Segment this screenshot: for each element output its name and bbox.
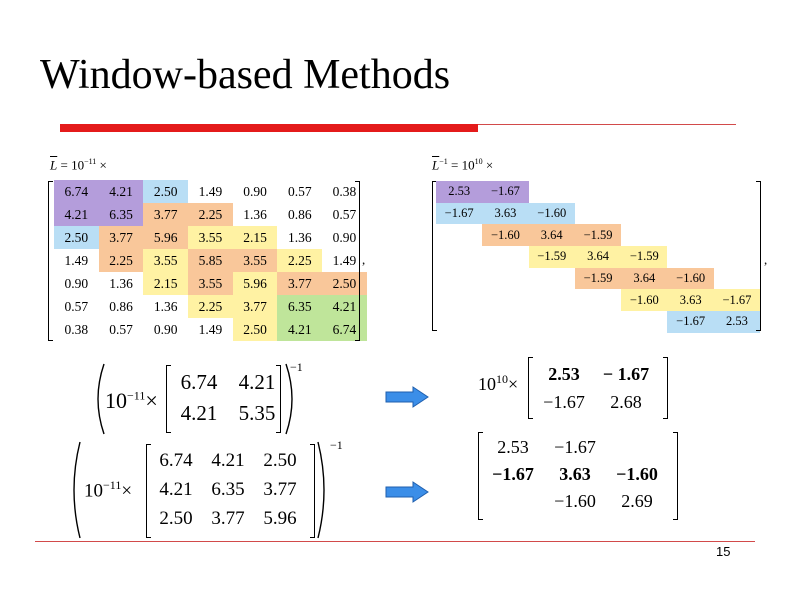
matrix-l-row: [54, 203, 367, 226]
matrix-l-cell: 2.50: [322, 272, 367, 295]
matrix-linv-cell: −1.60: [667, 268, 713, 290]
matrix-linv-cell: [621, 181, 667, 203]
matrix-l-comma: ,: [362, 252, 366, 267]
matrix-linv-cell: [436, 268, 482, 290]
matrix-l-cell: 1.36: [109, 275, 133, 291]
matrix-linv-cell: −1.59: [575, 224, 621, 246]
example-2x2-row: [170, 398, 286, 429]
example-2x2-right-bracket: [276, 365, 281, 433]
matrix-l-cell: 1.49: [198, 321, 223, 337]
matrix-l-cell: 4.21: [277, 318, 322, 341]
matrix-l-caption: $\overline{L} = 10^{-11}$ ×: [50, 157, 107, 173]
result-3x3-row: [482, 434, 668, 461]
matrix-l-row: [54, 318, 367, 341]
matrix-linv-row: [436, 224, 760, 246]
matrix-linv-cell: [621, 311, 667, 333]
matrix-l-cell: 3.77: [233, 295, 278, 318]
example-3x3-right-paren: [316, 440, 330, 540]
matrix-l-cell: 3.55: [233, 249, 278, 272]
footer-rule: [35, 541, 755, 542]
matrix-linv-right-bracket: [756, 181, 761, 331]
matrix-linv-cell: 3.63: [667, 289, 713, 311]
example-3x3-right-bracket: [310, 444, 315, 538]
matrix-l-cell: 4.21: [322, 295, 367, 318]
matrix-linv-cell: [667, 246, 713, 268]
example-2x2-cell: 6.74: [180, 370, 218, 394]
matrix-linv-cell: [482, 311, 528, 333]
example-3x3-cell: 4.21: [211, 449, 245, 471]
example-3x3-left-paren: [68, 440, 82, 540]
example-3x3-matrix: [150, 446, 306, 533]
matrix-l-cell: 1.36: [153, 298, 178, 314]
matrix-linv-cell: 2.53: [436, 181, 482, 203]
matrix-linv-cell: [436, 224, 482, 246]
example-3x3-cell: 5.96: [263, 507, 297, 529]
matrix-linv-row: [436, 203, 760, 225]
matrix-l-cell: 0.57: [332, 206, 357, 222]
matrix-l-cell: 2.50: [54, 226, 99, 249]
page-number: 15: [716, 544, 731, 559]
matrix-linv-cell: −1.67: [714, 289, 760, 311]
matrix-linv-cell: [575, 203, 621, 225]
matrix-l-row: [54, 180, 367, 203]
result-3x3-row: [482, 461, 668, 488]
example-3x3-cell: 6.35: [211, 478, 245, 500]
matrix-l-cell: 4.21: [54, 203, 99, 226]
matrix-l-cell: 3.55: [143, 249, 188, 272]
matrix-linv-cell: 3.63: [482, 203, 528, 225]
matrix-linv-cell: [667, 181, 713, 203]
matrix-l-cell: 0.86: [287, 206, 312, 222]
matrix-l-cell: 3.55: [188, 272, 233, 295]
title-rule: [478, 124, 736, 125]
matrix-linv-cell: [667, 203, 713, 225]
matrix-l-cell: 1.36: [243, 206, 267, 222]
arrow-right-icon: [385, 386, 429, 408]
matrix-linv-row: [436, 289, 760, 311]
matrix-l-cell: 2.15: [233, 226, 278, 249]
example-3x3-cell: 3.77: [263, 478, 297, 500]
example-2x2-matrix: [170, 367, 286, 429]
result-3x3-cell: −1.67: [492, 464, 534, 484]
matrix-linv-cell: [714, 224, 760, 246]
result-2x2-row: [533, 388, 657, 416]
matrix-linv-cell: 3.64: [529, 224, 575, 246]
example-3x3-row: [150, 446, 306, 475]
result-3x3-cell: 3.63: [559, 464, 591, 484]
result-3x3-right-bracket: [673, 432, 678, 520]
matrix-linv-cell: [482, 289, 528, 311]
matrix-linv-cell: [482, 268, 528, 290]
matrix-l-cell: 3.55: [188, 226, 233, 249]
matrix-l-row: [54, 226, 367, 249]
matrix-linv-row: [436, 181, 760, 203]
matrix-linv-cell: [575, 289, 621, 311]
matrix-linv-cell: −1.67: [667, 311, 713, 333]
matrix-l-cell: 6.35: [277, 295, 322, 318]
matrix-linv-comma: ,: [764, 252, 768, 267]
matrix-linv-cell: [621, 224, 667, 246]
matrix-l-cell: 1.49: [198, 183, 223, 199]
matrix-linv-cell: −1.67: [436, 203, 482, 225]
result-2x2-right-bracket: [663, 357, 668, 419]
matrix-linv-cell: [482, 246, 528, 268]
matrix-l-cell: 6.74: [54, 180, 99, 203]
matrix-l-cell: 4.21: [99, 180, 144, 203]
matrix-linv: [436, 181, 760, 333]
result-3x3-cell: [482, 488, 544, 515]
title-accent-bar: [60, 124, 478, 132]
matrix-linv-cell: −1.67: [482, 181, 528, 203]
matrix-linv-cell: [575, 181, 621, 203]
matrix-l-cell: 5.96: [143, 226, 188, 249]
matrix-l-cell: 6.74: [322, 318, 367, 341]
matrix-linv-cell: −1.60: [482, 224, 528, 246]
matrix-l-cell: 0.38: [332, 183, 357, 199]
matrix-l-cell: 3.77: [99, 226, 144, 249]
result-3x3-cell: −1.60: [554, 491, 596, 511]
result-3x3-matrix: [482, 434, 668, 515]
result-2x2-scale: $10^{10}\times$: [478, 372, 519, 394]
example-3x3-scale: $10^{-11}\times$: [84, 478, 133, 502]
example-2x2-cell: 5.35: [238, 401, 276, 425]
matrix-linv-cell: 3.64: [621, 268, 667, 290]
matrix-linv-cell: [714, 181, 760, 203]
matrix-linv-cell: [529, 289, 575, 311]
matrix-l-row: [54, 272, 367, 295]
result-2x2-cell: − 1.67: [602, 363, 650, 384]
matrix-linv-cell: [529, 311, 575, 333]
result-2x2-cell: −1.67: [543, 391, 585, 412]
matrix-l-cell: 3.77: [143, 203, 188, 226]
matrix-linv-cell: −1.60: [529, 203, 575, 225]
matrix-l-row: [54, 295, 367, 318]
matrix-l-row: [54, 249, 367, 272]
matrix-l-right-bracket: [355, 181, 360, 341]
arrow-right-icon: [385, 481, 429, 503]
matrix-l-cell: 0.57: [287, 183, 312, 199]
matrix-l-cell: 0.90: [243, 183, 267, 199]
example-3x3-cell: 3.77: [211, 507, 245, 529]
example-3x3-cell: 2.50: [263, 449, 297, 471]
matrix-l-cell: 1.49: [64, 252, 89, 268]
matrix-linv-cell: −1.60: [621, 289, 667, 311]
example-3x3-row: [150, 475, 306, 504]
matrix-linv-cell: [621, 203, 667, 225]
example-3x3-row: [150, 504, 306, 533]
matrix-l-cell: 0.38: [64, 321, 89, 337]
matrix-linv-cell: [714, 246, 760, 268]
example-2x2-left-paren: [92, 362, 106, 436]
matrix-linv-cell: 2.53: [714, 311, 760, 333]
example-2x2-inverse-exp: −1: [290, 360, 303, 374]
matrix-linv-cell: [529, 181, 575, 203]
result-3x3-cell: −1.60: [616, 464, 658, 484]
matrix-l-cell: 2.15: [143, 272, 188, 295]
example-2x2-row: [170, 367, 286, 398]
matrix-linv-row: [436, 311, 760, 333]
matrix-linv-cell: [714, 203, 760, 225]
matrix-linv-cell: [436, 311, 482, 333]
matrix-l-cell: 0.57: [64, 298, 89, 314]
matrix-l-cell: 2.50: [233, 318, 278, 341]
result-3x3-cell: −1.67: [554, 437, 596, 457]
matrix-linv-row: [436, 246, 760, 268]
result-3x3-cell: [606, 434, 668, 461]
result-2x2-cell: 2.53: [548, 363, 580, 384]
matrix-linv-cell: [436, 289, 482, 311]
example-3x3-cell: 4.21: [159, 478, 193, 500]
example-2x2-cell: 4.21: [180, 401, 218, 425]
matrix-linv-cell: [436, 246, 482, 268]
result-2x2-cell: 2.68: [610, 391, 642, 412]
matrix-l-cell: 1.36: [287, 229, 312, 245]
matrix-l-cell: 2.25: [188, 295, 233, 318]
matrix-l-cell: 0.57: [109, 321, 133, 337]
matrix-l-cell: 1.49: [332, 252, 357, 268]
matrix-linv-cell: 3.64: [575, 246, 621, 268]
matrix-l-cell: 0.90: [332, 229, 357, 245]
matrix-linv-caption: $\overline{L}^{-1} = 10^{10}$ ×: [432, 157, 494, 173]
matrix-l-cell: 2.25: [99, 249, 144, 272]
matrix-l-cell: 5.85: [188, 249, 233, 272]
matrix-linv-cell: −1.59: [529, 246, 575, 268]
result-2x2-matrix: [533, 360, 657, 416]
result-3x3-cell: 2.69: [621, 491, 653, 511]
matrix-linv-cell: [529, 268, 575, 290]
matrix-linv-cell: [575, 311, 621, 333]
matrix-linv-cell: [714, 268, 760, 290]
matrix-linv-cell: [667, 224, 713, 246]
result-3x3-cell: 2.53: [497, 437, 529, 457]
example-3x3-inverse-exp: −1: [330, 438, 343, 452]
result-3x3-row: [482, 488, 668, 515]
result-2x2-row: [533, 360, 657, 388]
matrix-l: [54, 180, 367, 341]
matrix-linv-cell: −1.59: [621, 246, 667, 268]
matrix-l-cell: 0.90: [153, 321, 178, 337]
slide-title: Window-based Methods: [40, 52, 451, 98]
example-3x3-cell: 2.50: [159, 507, 193, 529]
matrix-l-cell: 5.96: [233, 272, 278, 295]
matrix-l-cell: 0.86: [109, 298, 133, 314]
matrix-l-cell: 2.25: [277, 249, 322, 272]
matrix-linv-cell: −1.59: [575, 268, 621, 290]
example-3x3-cell: 6.74: [159, 449, 193, 471]
matrix-l-cell: 0.90: [64, 275, 89, 291]
matrix-linv-row: [436, 268, 760, 290]
matrix-l-cell: 6.35: [99, 203, 144, 226]
matrix-l-cell: 2.25: [188, 203, 233, 226]
matrix-l-cell: 2.50: [143, 180, 188, 203]
example-2x2-cell: 4.21: [238, 370, 276, 394]
example-2x2-scale: $10^{-11}\times$: [105, 388, 158, 413]
matrix-l-cell: 3.77: [277, 272, 322, 295]
matrix-l-left-bracket: [48, 181, 53, 341]
